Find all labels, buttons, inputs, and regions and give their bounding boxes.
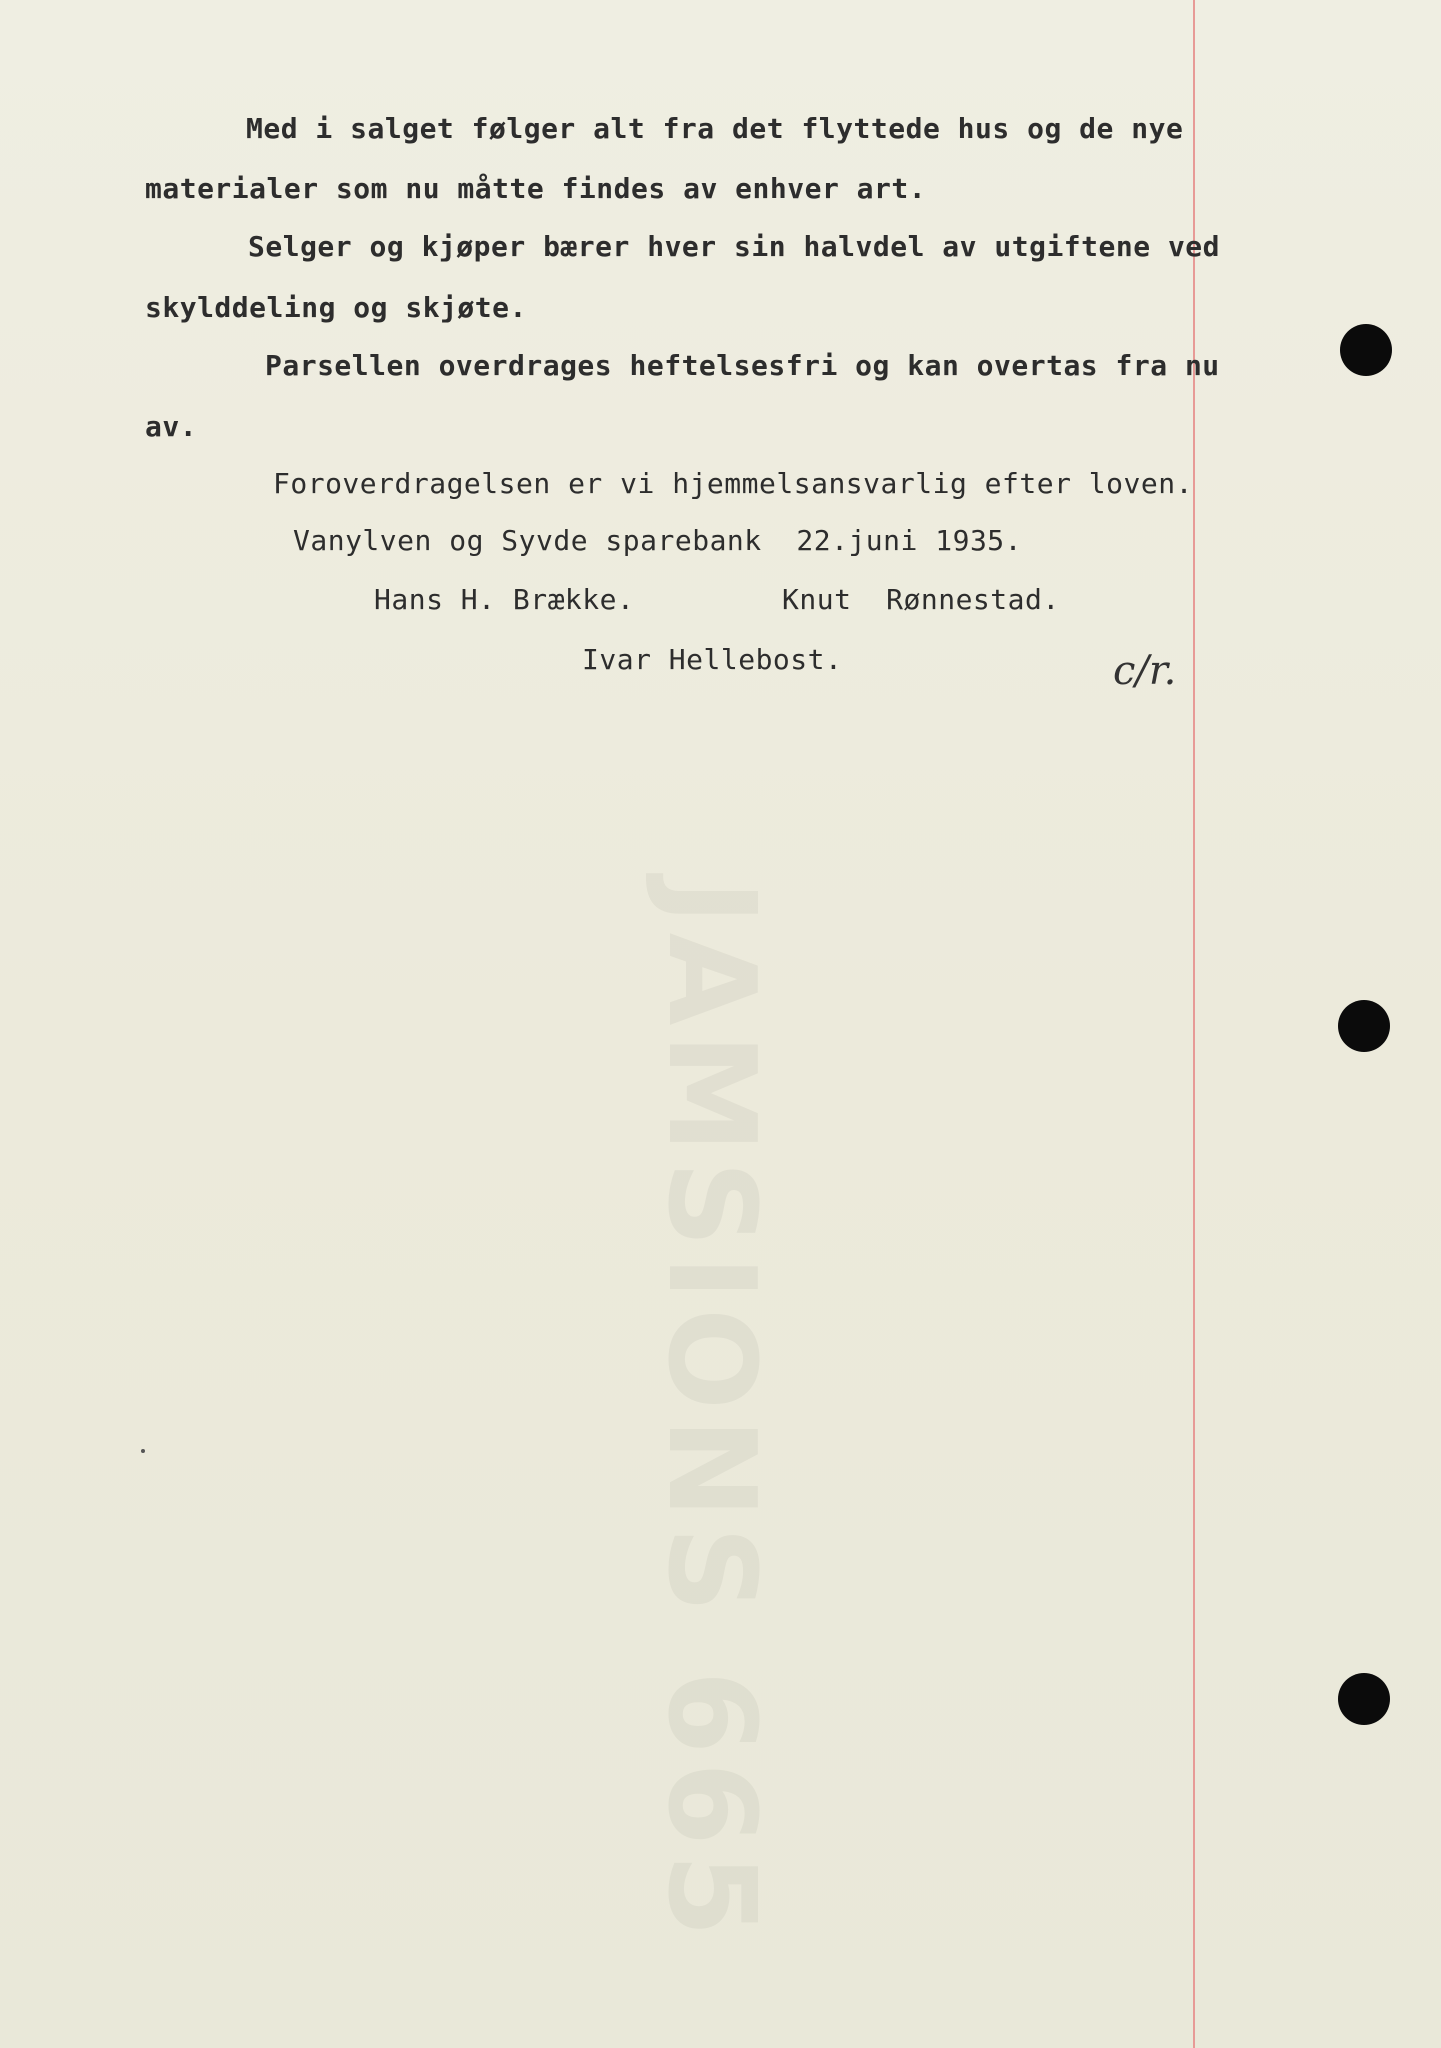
margin-line <box>1193 0 1195 2048</box>
signature-knut: Knut Rønnestad. <box>782 583 1060 616</box>
bleed-through-stamp: JAMSIONS 665 <box>641 880 780 1946</box>
signature-hans: Hans H. Brække. <box>374 583 635 616</box>
punch-hole-middle <box>1338 1000 1390 1052</box>
signature-ivar: Ivar Hellebost. <box>582 643 843 676</box>
punch-hole-bottom <box>1338 1673 1390 1725</box>
text-line-5: Parsellen overdrages heftelsesfri og kan overtas fra nu <box>265 349 1220 382</box>
text-line-6: av. <box>145 410 198 443</box>
text-line-3: Selger og kjøper bærer hver sin halvdel av utgiftene ved <box>248 230 1221 263</box>
handwritten-initials: c/r. <box>1113 648 1177 694</box>
ink-speck <box>141 1449 145 1453</box>
punch-hole-top <box>1340 324 1392 376</box>
text-line-4: skylddeling og skjøte. <box>145 291 527 324</box>
text-line-7: Foroverdragelsen er vi hjemmelsansvarlig efter loven. <box>273 467 1193 500</box>
text-line-8: Vanylven og Syvde sparebank 22.juni 1935. <box>293 524 1023 557</box>
text-line-2: materialer som nu måtte findes av enhver art. <box>145 172 927 205</box>
text-line-1: Med i salget følger alt fra det flyttede hus og de nye <box>246 112 1184 145</box>
